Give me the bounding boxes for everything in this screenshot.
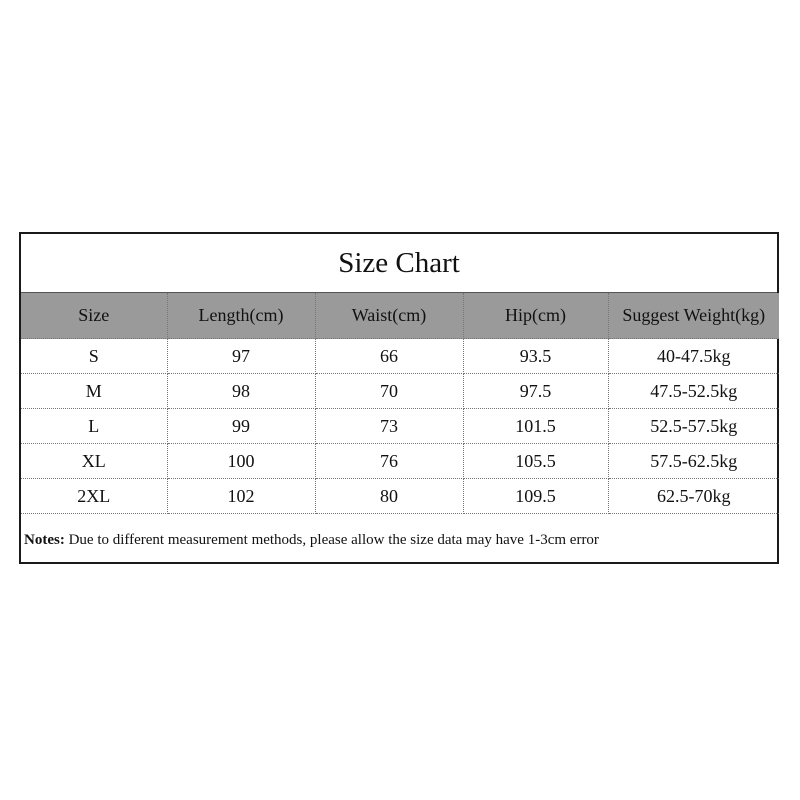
cell-size: M — [21, 374, 167, 409]
notes-label: Notes: — [24, 532, 65, 548]
header-size: Size — [21, 293, 167, 339]
notes-text: Due to different measurement methods, please allow the size data may have 1-3cm error — [64, 532, 599, 548]
table-header — [21, 293, 779, 339]
cell-suggest-weight: 47.5-52.5kg — [608, 374, 779, 409]
cell-hip: 101.5 — [463, 409, 608, 444]
cell-waist: 70 — [315, 374, 463, 409]
table-row — [21, 339, 779, 374]
cell-length: 102 — [167, 479, 315, 514]
cell-size: XL — [21, 444, 167, 479]
cell-hip: 97.5 — [463, 374, 608, 409]
chart-title: Size Chart — [21, 234, 777, 293]
cell-size: L — [21, 409, 167, 444]
cell-hip: 109.5 — [463, 479, 608, 514]
cell-size: S — [21, 339, 167, 374]
cell-length: 100 — [167, 444, 315, 479]
header-suggest-weight: Suggest Weight(kg) — [608, 293, 779, 339]
table-row — [21, 409, 779, 444]
cell-length: 98 — [167, 374, 315, 409]
cell-hip: 93.5 — [463, 339, 608, 374]
cell-waist: 76 — [315, 444, 463, 479]
cell-hip: 105.5 — [463, 444, 608, 479]
cell-waist: 73 — [315, 409, 463, 444]
cell-waist: 66 — [315, 339, 463, 374]
cell-size: 2XL — [21, 479, 167, 514]
cell-waist: 80 — [315, 479, 463, 514]
cell-length: 99 — [167, 409, 315, 444]
size-chart — [19, 232, 779, 564]
header-waist: Waist(cm) — [315, 293, 463, 339]
header-row — [21, 293, 779, 339]
table-row — [21, 374, 779, 409]
cell-suggest-weight: 62.5-70kg — [608, 479, 779, 514]
table-row — [21, 444, 779, 479]
cell-suggest-weight: 52.5-57.5kg — [608, 409, 779, 444]
cell-suggest-weight: 57.5-62.5kg — [608, 444, 779, 479]
table-row — [21, 479, 779, 514]
header-length: Length(cm) — [167, 293, 315, 339]
cell-length: 97 — [167, 339, 315, 374]
header-hip: Hip(cm) — [463, 293, 608, 339]
table-body — [21, 339, 779, 514]
cell-suggest-weight: 40-47.5kg — [608, 339, 779, 374]
size-table — [21, 293, 779, 514]
notes — [24, 532, 599, 549]
